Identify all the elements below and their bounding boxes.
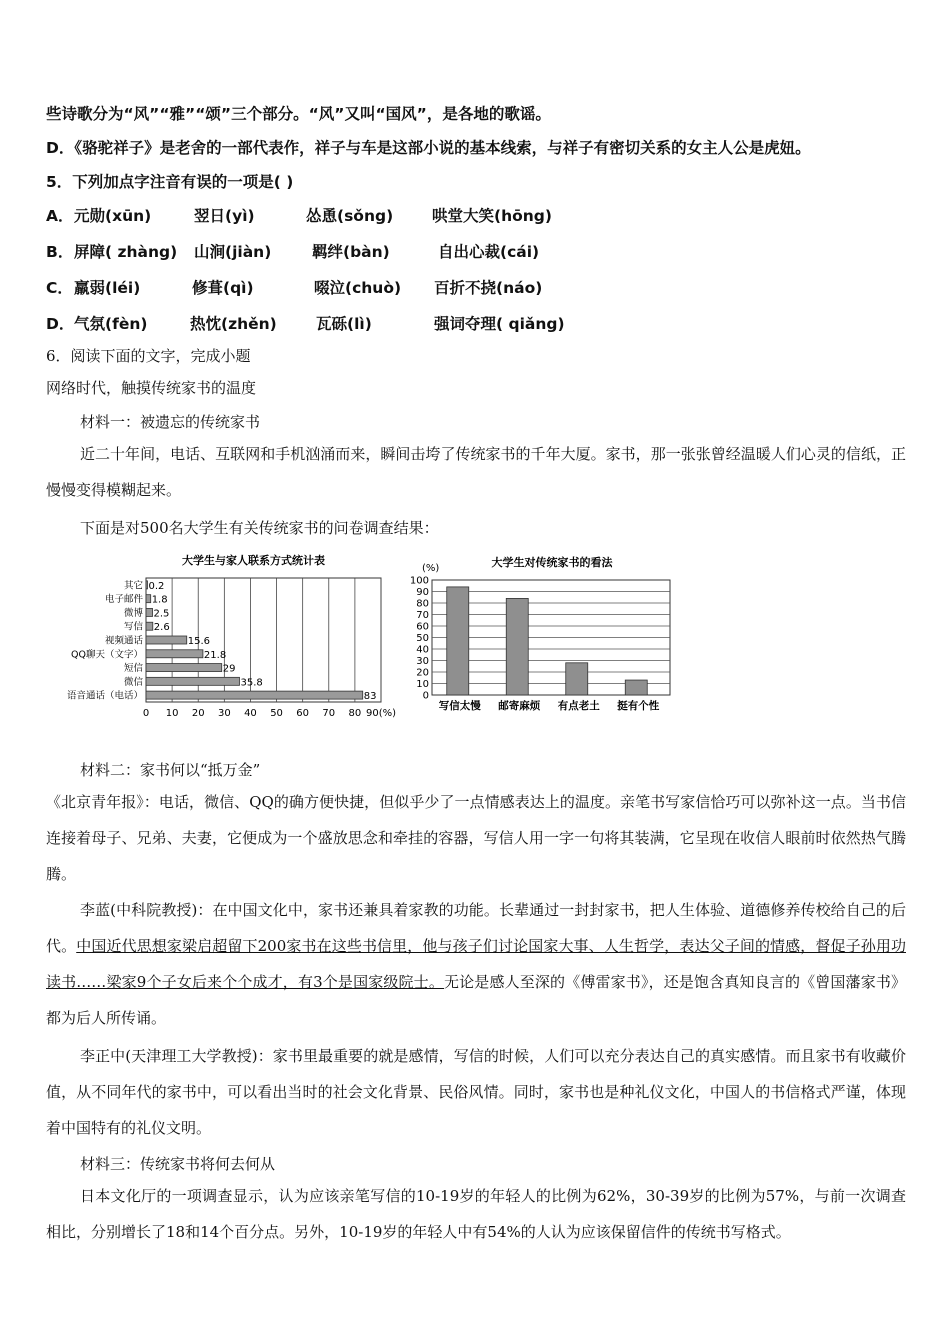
material-2-paragraph-2 xyxy=(46,892,906,1036)
x-tick-label: 80 xyxy=(348,708,362,719)
option-item: 翌日(yì) xyxy=(194,207,255,225)
option-item: 山涧(jiàn) xyxy=(194,243,272,261)
bar-value-label: 35.8 xyxy=(240,677,263,689)
bar-value-label: 29 xyxy=(222,663,236,675)
category-label: 语音通话（电话） xyxy=(66,690,143,702)
x-tick-label: 70 xyxy=(322,708,336,719)
material-1-title: 材料一：被遗忘的传统家书 xyxy=(80,413,261,431)
paragraph-text: 无论是感人至深的《傅雷家书》，还是饱含真知良言的《曾国藩家书》都为后人所传诵。 xyxy=(46,973,906,1027)
contact-method-chart-svg xyxy=(46,550,396,730)
category-label: 短信 xyxy=(123,663,143,675)
option-item: 屏障( zhàng) xyxy=(74,243,178,261)
category-label: 写信 xyxy=(123,621,143,633)
category-label: 写信太慢 xyxy=(438,700,481,712)
q5-option-c xyxy=(46,276,542,298)
option-item: 强词夺理( qiǎng) xyxy=(434,315,565,333)
category-label: QQ聊天（文字） xyxy=(71,649,143,661)
option-item: 自出心裁(cái) xyxy=(438,243,540,261)
option-label: C． xyxy=(46,279,73,297)
bar-value-label: 21.8 xyxy=(203,649,227,661)
material-2-title: 材料二：家书何以“抵万金” xyxy=(80,761,261,779)
x-tick-label: 90(%) xyxy=(365,708,396,719)
material-1-paragraph: 近二十年间，电话、互联网和手机汹涌而来，瞬间击垮了传统家书的千年大厦。家书，那一张张曾经温暖人们心灵的信纸，正慢慢变得模糊起来。 xyxy=(46,445,906,499)
option-item: 啜泣(chuò) xyxy=(314,279,402,297)
option-item: 气氛(fèn) xyxy=(74,315,148,333)
bar-value-label: 1.8 xyxy=(151,594,168,606)
bar xyxy=(146,608,153,616)
option-label: D． xyxy=(46,315,75,333)
category-label: 微信 xyxy=(123,676,143,688)
y-tick-label: 60 xyxy=(416,621,429,633)
x-tick-label: 20 xyxy=(191,708,205,719)
x-tick-label: 50 xyxy=(270,708,283,719)
q5-option-d xyxy=(46,312,565,334)
option-item: 怂恿(sǒng) xyxy=(306,207,394,225)
y-tick-label: 70 xyxy=(416,610,429,621)
opinion-chart xyxy=(402,550,680,730)
contact-method-chart xyxy=(46,550,396,730)
bar xyxy=(146,691,363,699)
option-item: 羁绊(bàn) xyxy=(312,243,390,261)
bar-value-label: 2.5 xyxy=(153,608,170,620)
option-label: B． xyxy=(46,243,74,261)
bar xyxy=(146,650,203,658)
bar xyxy=(625,680,647,695)
option-label: A． xyxy=(46,207,74,225)
article-title: 网络时代，触摸传统家书的温度 xyxy=(46,379,257,397)
bar xyxy=(146,595,151,603)
bar xyxy=(146,664,222,672)
y-tick-label: 10 xyxy=(416,679,429,690)
bar xyxy=(146,636,187,644)
option-item: 元勋(xūn) xyxy=(74,207,152,225)
y-axis-unit: (%) xyxy=(422,563,440,574)
paragraph-text: 李蓝(中科院教授)：在中国文化中，家书还兼具着家教的功能。长辈通过一封封家书，把人生体验、道德修养传校给自己的后代。 xyxy=(46,901,906,955)
category-label: 电子邮件 xyxy=(104,594,143,606)
bar xyxy=(146,622,153,630)
chart-title: 大学生对传统家书的看法 xyxy=(491,556,613,569)
x-tick-label: 40 xyxy=(244,708,257,719)
bar xyxy=(566,663,588,695)
category-label: 邮寄麻烦 xyxy=(498,700,541,712)
option-item: 百折不挠(náo) xyxy=(434,279,543,297)
y-tick-label: 100 xyxy=(409,575,429,587)
category-label: 挺有个性 xyxy=(617,700,660,712)
material-2-paragraph-3: 李正中(天津理工大学教授)：家书里最重要的就是感情，写信的时候，人们可以充分表达自己的真实感情。而且家书有收藏价值，从不同年代的家书中，可以看出当时的社会文化背景、民俗风情。同时，家书也是种礼仪文化，中国人的书信格式严谨，体现着中国特有的礼仪文明。 xyxy=(46,1047,906,1137)
y-tick-label: 20 xyxy=(416,667,429,679)
category-label: 有点老土 xyxy=(557,700,600,712)
option-item: 哄堂大笑(hōng) xyxy=(432,207,552,225)
q5-option-b xyxy=(46,240,539,262)
option-item: 热忱(zhěn) xyxy=(190,315,277,333)
material-2-paragraph-1: 《北京青年报》：电话，微信、QQ的确方便快捷，但似乎少了一点情感表达上的温度。亲笔书写家信恰巧可以弥补这一点。当书信连接着母子、兄弟、夫妻，它便成为一个盛放思念和牵挂的容器，写信人用一字一句将其装满，它呈现在收信人眼前时依然热气腾腾。 xyxy=(46,793,906,883)
y-tick-label: 90 xyxy=(416,587,429,598)
opinion-chart-svg xyxy=(402,550,680,730)
y-tick-label: 50 xyxy=(416,633,429,644)
category-label: 微博 xyxy=(123,607,143,619)
q6-stem: 6．阅读下面的文字，完成小题 xyxy=(46,347,251,365)
category-label: 视频通话 xyxy=(104,635,143,647)
bar xyxy=(447,587,469,695)
bar-value-label: 83 xyxy=(363,691,377,703)
option-item: 羸弱(léi) xyxy=(74,279,141,297)
y-tick-label: 80 xyxy=(416,598,429,610)
survey-intro: 下面是对500名大学生有关传统家书的问卷调查结果： xyxy=(80,519,439,537)
bar xyxy=(506,598,528,695)
bar xyxy=(146,677,239,685)
y-tick-label: 0 xyxy=(422,690,429,702)
bar-value-label: 15.6 xyxy=(187,636,210,647)
prev-option-d: D．《骆驼祥子》是老舍的一部代表作，祥子与车是这部小说的基本线索，与祥子有密切关系的女主人公是虎妞。 xyxy=(46,139,811,157)
material-3-title: 材料三：传统家书将何去何从 xyxy=(80,1155,276,1173)
category-label: 其它 xyxy=(123,580,143,592)
material-3-paragraph: 日本文化厅的一项调查显示，认为应该亲笔写信的10-19岁的年轻人的比例为62%，30-39岁的比例为57%，与前一次调查相比，分别增长了18和14个百分点。另外，10-19岁的年轻人中有54%的人认为应该保留信件的传统书写格式。 xyxy=(46,1187,906,1241)
x-tick-label: 60 xyxy=(296,708,310,719)
q5-stem: 5．下列加点字注音有误的一项是( ) xyxy=(46,173,294,191)
chart-title: 大学生与家人联系方式统计表 xyxy=(182,554,325,567)
x-tick-label: 30 xyxy=(217,708,231,719)
y-tick-label: 40 xyxy=(416,644,429,656)
y-tick-label: 30 xyxy=(416,656,429,667)
option-item: 瓦砾(lì) xyxy=(316,315,372,333)
underlined-text: 中国近代思想家梁启超留下200家书在这些书信里，他与孩子们讨论国家大事、人生哲学，表达父子间的情感，督促子孙用功读书……梁家9个子女后来个个成才，有3个是国家级院士。 xyxy=(46,937,906,991)
option-item: 修葺(qì) xyxy=(192,279,254,297)
intro-line: 些诗歌分为“风”“雅”“颂”三个部分。“风”又叫“国风”，是各地的歌谣。 xyxy=(46,105,551,123)
bar-value-label: 0.2 xyxy=(148,580,165,592)
q5-option-a xyxy=(46,204,552,226)
bar-value-label: 2.6 xyxy=(153,622,170,634)
bar xyxy=(146,581,148,589)
x-tick-label: 0 xyxy=(142,708,150,719)
x-tick-label: 10 xyxy=(165,708,179,719)
